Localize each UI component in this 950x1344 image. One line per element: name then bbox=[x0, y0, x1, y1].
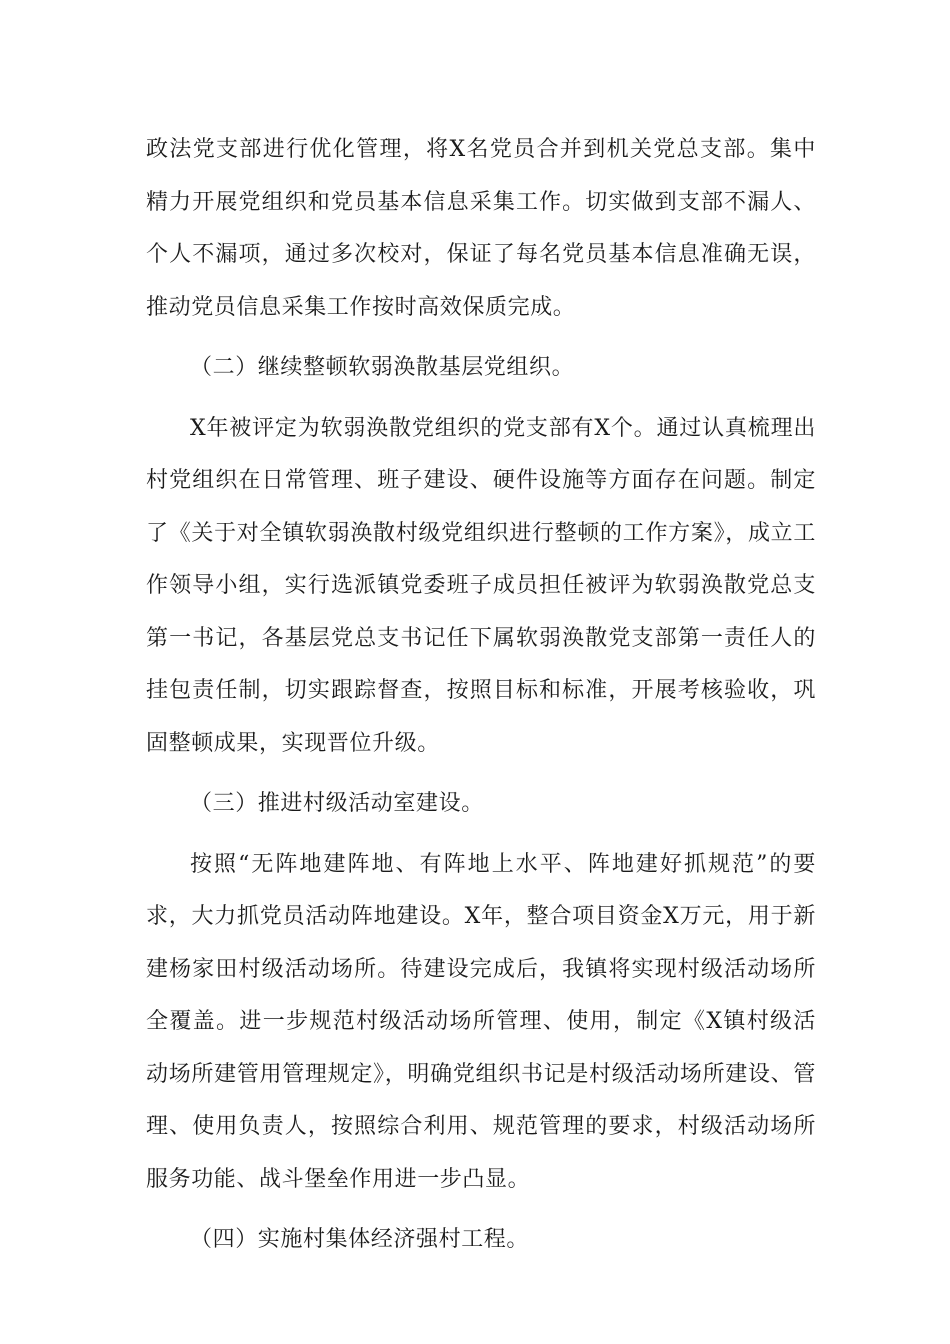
section-heading-4: （四）实施村集体经济强村工程。 bbox=[190, 1227, 530, 1252]
paragraph-section-3: 按照“无阵地建阵地、有阵地上水平、阵地建好抓规范”的要求，大力抓党员活动阵地建设。X年，整合项目资金X万元，用于新建杨家田村级活动场所。待建设完成后，我镇将实现村级活动场所全覆盖。进一步规范村级活动场所管理、使用，制定《X镇村级活动场所建管用管理规定》，明确党组织书记是村级活动场所建设、管理、使用负责人，按照综合利用、规范管理的要求，村级活动场所服务功能、战斗堡垒作用进一步凸显。 bbox=[146, 851, 816, 1192]
paragraph-gap bbox=[146, 1206, 816, 1214]
paragraph-gap bbox=[146, 334, 816, 342]
paragraph-gap bbox=[146, 770, 816, 778]
paragraph-gap bbox=[146, 831, 816, 839]
section-heading-3: （三）推进村级活动室建设。 bbox=[190, 791, 484, 816]
paragraph-gap bbox=[146, 395, 816, 403]
document-body bbox=[146, 124, 816, 1267]
section-heading-2: （二）继续整顿软弱涣散基层党组织。 bbox=[190, 355, 575, 380]
paragraph-section-2: X年被评定为软弱涣散党组织的党支部有X个。通过认真梳理出村党组织在日常管理、班子建设、硬件设施等方面存在问题。制定了《关于对全镇软弱涣散村级党组织进行整顿的工作方案》，成立工作领导小组，实行选派镇党委班子成员担任被评为软弱涣散党总支第一书记，各基层党总支书记任下属软弱涣散党支部第一责任人的挂包责任制，切实跟踪督查，按照目标和标准，开展考核验收，巩固整顿成果，实现晋位升级。 bbox=[146, 415, 816, 756]
paragraph-continuation: 政法党支部进行优化管理，将X名党员合并到机关党总支部。集中精力开展党组织和党员基本信息采集工作。切实做到支部不漏人、个人不漏项，通过多次校对，保证了每名党员基本信息准确无误，推动党员信息采集工作按时高效保质完成。 bbox=[146, 137, 816, 320]
